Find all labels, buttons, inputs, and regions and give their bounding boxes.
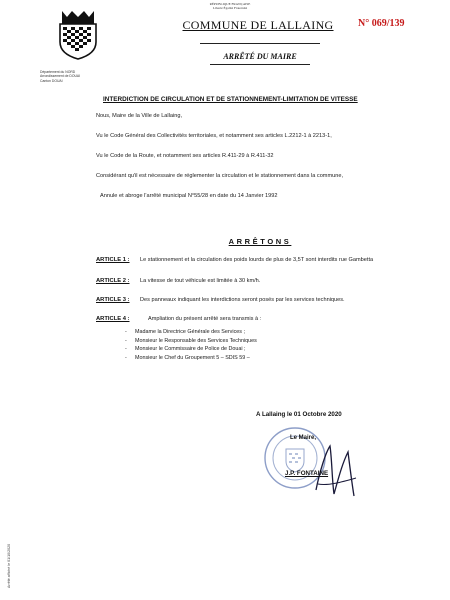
municipal-crest-icon — [56, 8, 100, 60]
article-text: Le stationnement et la circulation des poids lourds de plus de 3,5T sont interdits rue Gambetta — [140, 257, 374, 263]
arretons-heading: ARRÊTONS — [228, 237, 292, 246]
article-text: La vitesse de tout véhicule est limitée à 30 km/h. — [140, 278, 261, 284]
republic-line: RÉPUBLIQUE FRANÇAISE — [209, 2, 251, 6]
recipient-item: - Madame la Directrice Générale des Services ; — [125, 329, 245, 335]
department-info — [40, 70, 100, 83]
republic-line: Liberté Égalité Fraternité — [212, 6, 248, 10]
header-divider — [200, 43, 320, 44]
preamble-line: Considérant qu'il est nécessaire de réglementer la circulation et le stationnement dans la commune, — [96, 173, 344, 179]
department-line: Arrondissement de DOUAI — [40, 74, 81, 79]
article-label: ARTICLE 3 : — [96, 297, 130, 303]
republic-motto — [200, 2, 260, 10]
document-type-heading: ARRÊTÉ DU MAIRE — [223, 52, 297, 61]
recipient-item: - Monsieur le Responsable des Services Techniques — [125, 337, 257, 344]
article-text: Des panneaux indiquant les interdictions seront posés par les services techniques. — [140, 297, 345, 303]
article-label: ARTICLE 4 : — [96, 316, 130, 322]
recipient-list — [125, 328, 325, 362]
preamble-line: Vu le Code de la Route, et notamment ses articles R.411-29 à R.411-32 — [96, 153, 274, 159]
recipient-item: - Monsieur le Chef du Groupement 5 – SDIS 59 – — [125, 354, 250, 361]
department-line: Canton DOUAI — [40, 78, 63, 83]
article-label: ARTICLE 2 : — [96, 278, 130, 284]
heading-divider — [210, 64, 310, 65]
department-line: Département du NORD — [40, 70, 76, 74]
recipient-item: - Monsieur le Commissaire de Police de Douai ; — [125, 346, 246, 352]
signatory-title: Le Maire, — [290, 435, 317, 441]
article-text: Ampliation du présent arrêté sera transmis à : — [148, 316, 262, 322]
preamble-line: Annule et abroge l'arrêté municipal N°55/28 en date du 14 Janvier 1992 — [100, 193, 278, 199]
margin-annotation: Arrêté affiché le 01/10/2020 — [7, 543, 11, 588]
arrete-subject: INTERDICTION DE CIRCULATION ET DE STATIONNEMENT-LIMITATION DE VITESSE — [103, 96, 358, 103]
arrete-number: N° 069/139 — [358, 18, 405, 29]
article-label: ARTICLE 1 : — [96, 257, 130, 263]
preamble-line: Vu le Code Général des Collectivités territoriales, et notamment ses articles L.2212-1 à 2213-1, — [96, 133, 332, 139]
preamble-line: Nous, Maire de la Ville de Lallaing, — [96, 113, 183, 119]
commune-title: COMMUNE DE LALLAING — [182, 18, 334, 32]
place-date: A Lallaing le 01 Octobre 2020 — [256, 411, 342, 418]
signatory-name: J.P. FONTAINE — [285, 470, 329, 477]
